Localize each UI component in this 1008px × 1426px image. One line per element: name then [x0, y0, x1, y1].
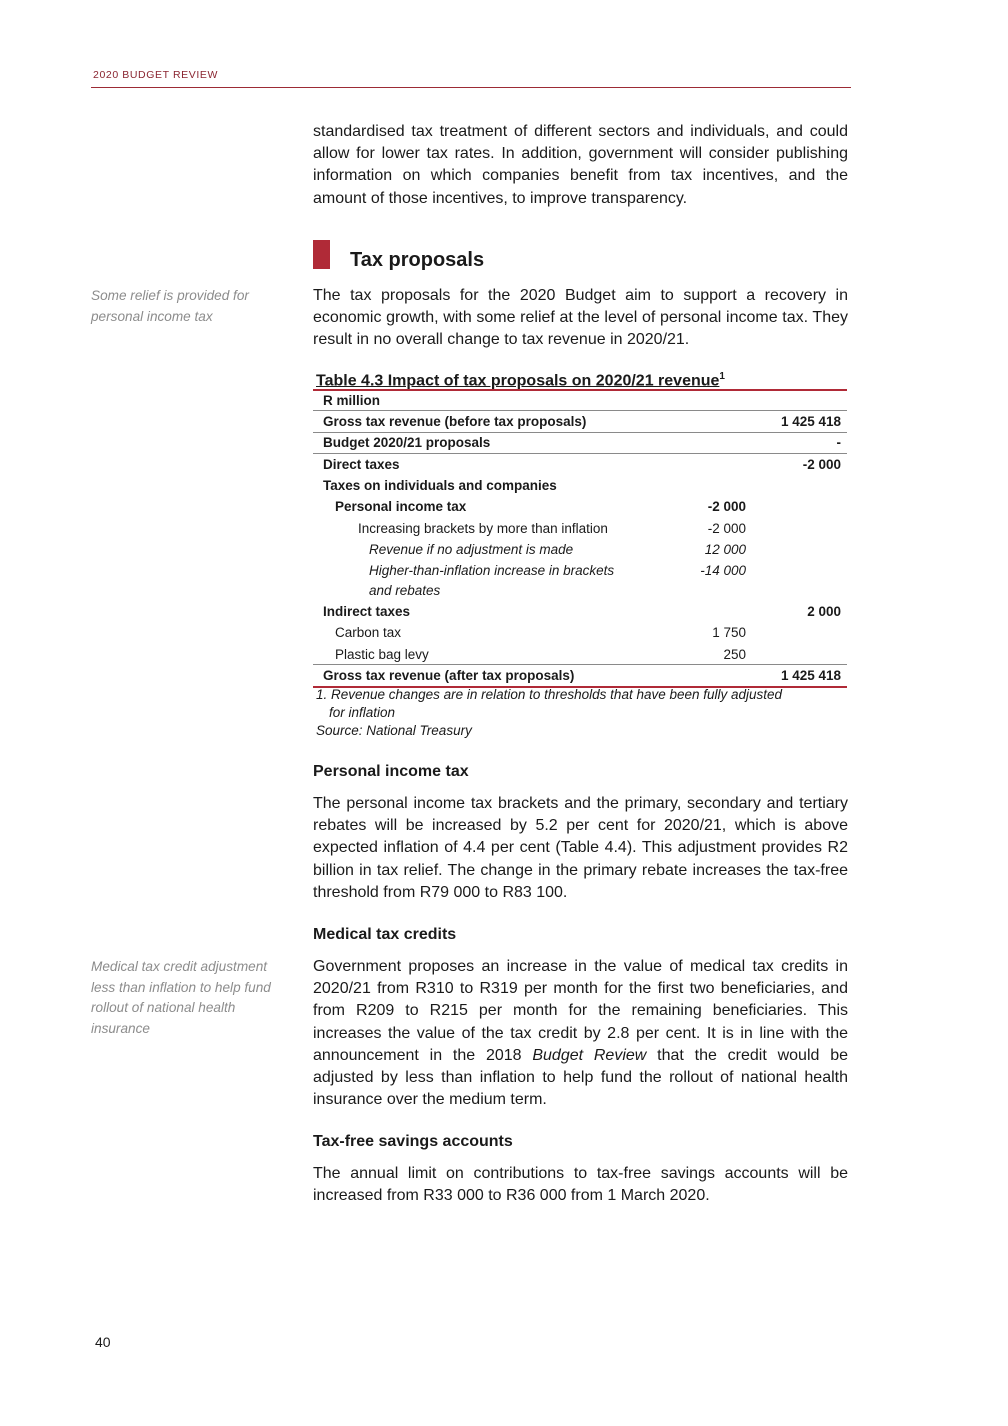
table-row: Taxes on individuals and companies	[323, 478, 557, 493]
tfsa-paragraph: The annual limit on contributions to tax-free savings accounts will be increased from R33 000 to R36 000 from 1 March 2020.	[313, 1165, 848, 1205]
table-row: and rebates	[369, 583, 441, 598]
table-footnote: 1. Revenue changes are in relation to thresholds that have been fully adjusted	[316, 687, 783, 702]
table-row: Direct taxes -2 000	[323, 457, 841, 472]
section-marker	[313, 240, 330, 269]
table-unit: R million	[323, 393, 380, 408]
side-note-relief: Some relief is provided for personal income tax	[91, 288, 249, 324]
page-number: 40	[95, 1334, 111, 1350]
table-title-footnote-mark: 1	[719, 371, 725, 382]
table-row: Increasing brackets by more than inflation -2 000	[358, 521, 746, 536]
table-unit-row	[313, 390, 847, 411]
medical-heading: Medical tax credits	[313, 926, 457, 943]
header-rule	[91, 87, 851, 88]
section-title: Tax proposals	[350, 249, 485, 271]
table-row: Gross tax revenue (after tax proposals) 1 425 418	[323, 668, 841, 683]
medical-paragraph: Government proposes an increase in the value of medical tax credits in 2020/21 from R310 to R319 per month for the first two beneficiaries, and from R209 to R215 per month for the remaining beneficiaries. This increases the value of the tax credit by 2.8 per cent. It is in line with the announcement in the 2018 Budget Review that the credit would be adjusted by less than inflation to help fund the rollout of national health insurance over the medium term.	[313, 958, 849, 1109]
table-row: Budget 2020/21 proposals -	[323, 435, 841, 450]
table-row: Indirect taxes 2 000	[323, 604, 841, 619]
table-row: Higher-than-inflation increase in brackets -14 000	[369, 563, 746, 578]
tax-proposals-paragraph: The tax proposals for the 2020 Budget aim to support a recovery in economic growth, with some relief at the level of personal income tax. They result in no overall change to tax revenue in 2020/21.	[313, 287, 848, 349]
table-row: Revenue if no adjustment is made 12 000	[369, 542, 746, 557]
table-footnote-cont: for inflation	[329, 705, 396, 720]
intro-paragraph: standardised tax treatment of different sectors and individuals, and could allow for lower tax rates. In addition, government will consider publishing information on which companies benefit from tax incentives, and the amount of those incentives, to improve transparency.	[313, 123, 848, 207]
table-title-text: Table 4.3 Impact of tax proposals on 2020/21 revenue	[316, 372, 720, 390]
tfsa-heading: Tax-free savings accounts	[313, 1133, 513, 1150]
pit-heading: Personal income tax	[313, 763, 469, 780]
table-row: Gross tax revenue (before tax proposals) 1 425 418	[323, 414, 841, 429]
table-row: Carbon tax 1 750	[335, 625, 746, 640]
pit-paragraph: The personal income tax brackets and the primary, secondary and tertiary rebates will be increased by 5.2 per cent for 2020/21, which is above expected inflation of 4.4 per cent (Table 4.4). This adjustment provides R2 billion in tax relief. The change in the primary rebate increases the tax-free threshold from R79 000 to R83 100.	[313, 795, 848, 901]
side-note-medical: Medical tax credit adjustment less than inflation to help fund rollout of national health insurance	[91, 959, 271, 1036]
running-header: 2020 BUDGET REVIEW	[93, 69, 218, 81]
table-source: Source: National Treasury	[316, 723, 472, 738]
table-row: Personal income tax -2 000	[335, 499, 746, 514]
table-row: Plastic bag levy 250	[335, 647, 746, 662]
table-title	[316, 371, 725, 390]
